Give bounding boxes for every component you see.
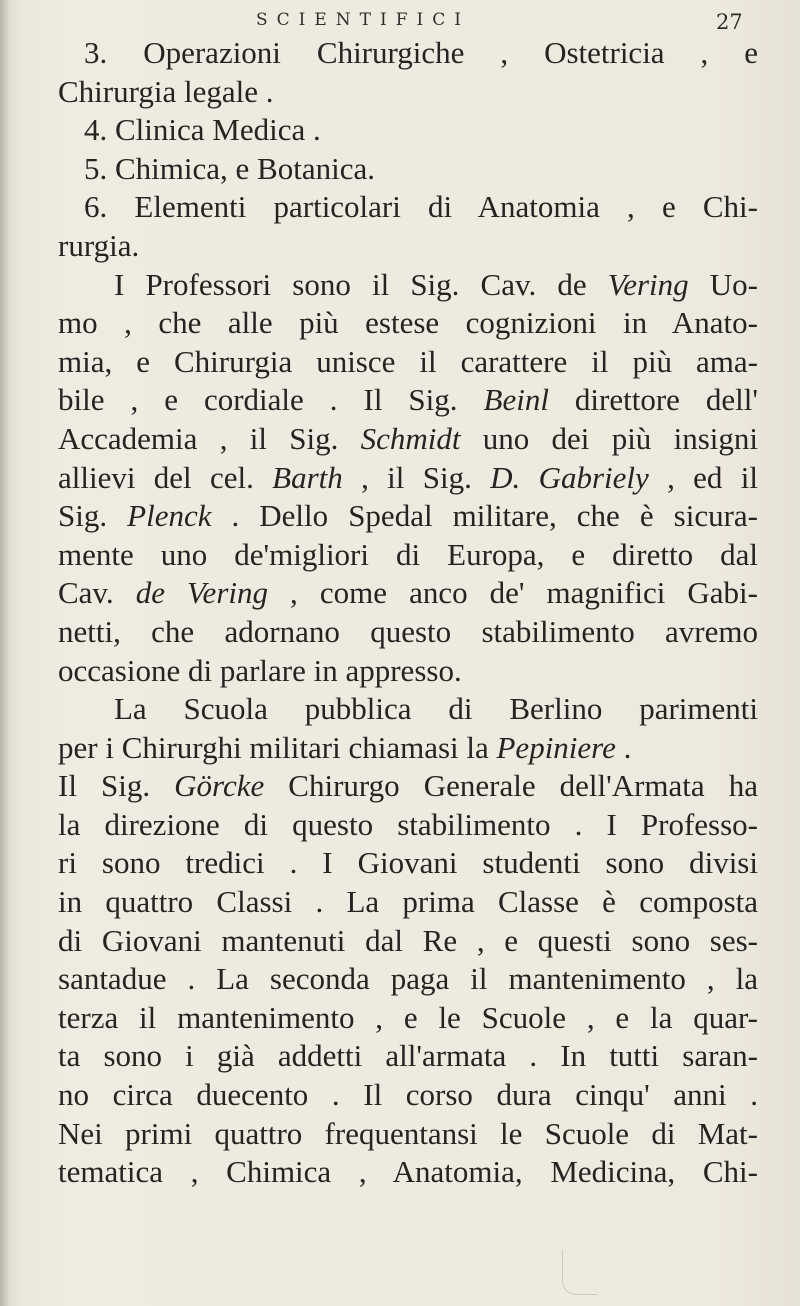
text-line: [58, 690, 758, 729]
text-line: [58, 1037, 758, 1076]
text-run: Cav.: [58, 575, 136, 611]
text-line: [58, 922, 758, 961]
italic-name: Görcke: [174, 768, 265, 804]
body-text: [58, 34, 758, 1192]
text-run: bile , e cordiale . Il Sig.: [58, 382, 484, 418]
text-line: [58, 497, 758, 536]
italic-name: Vering: [607, 266, 689, 302]
text-run: Sig.: [58, 498, 128, 534]
text-run: , il Sig.: [342, 459, 491, 495]
italic-name: Schmidt: [360, 420, 461, 456]
text-line: [58, 1115, 758, 1154]
text-run: .: [615, 729, 632, 765]
text-line: [58, 227, 758, 266]
text-run: occasione di parlare in appresso.: [58, 652, 462, 688]
italic-name: Beinl: [483, 382, 549, 418]
text-run: mia, e Chirurgia unisce il carattere il più ama-: [58, 343, 758, 379]
italic-name: Pepiniere: [496, 729, 616, 765]
text-run: , come anco de' magnifici Gabi-: [268, 575, 758, 611]
text-run: . Dello Spedal militare, che è sicura-: [211, 498, 758, 534]
text-line: [58, 381, 758, 420]
text-line: [58, 574, 758, 613]
text-run: santadue . La seconda paga il mantenimento , la: [58, 961, 758, 997]
paper-mark: [562, 1250, 597, 1295]
text-line: [58, 459, 758, 498]
text-line: [58, 343, 758, 382]
text-line: [58, 73, 758, 112]
text-run: mente uno de'migliori di Europa, e diretto dal: [58, 536, 758, 572]
text-line: [58, 188, 758, 227]
text-run: 3. Operazioni Chirurgiche , Ostetricia , e: [84, 35, 758, 70]
italic-name: de Vering: [135, 575, 268, 611]
text-run: mo , che alle più estese cognizioni in Anato-: [58, 305, 758, 341]
text-run: per i Chirurghi militari chiamasi la: [58, 729, 497, 765]
text-run: I Professori sono il Sig. Cav. de: [114, 266, 608, 302]
italic-name: Barth: [272, 459, 343, 495]
text-line: [58, 1153, 758, 1192]
text-line: [58, 652, 758, 691]
text-line: [58, 420, 758, 459]
text-run: 6. Elementi particolari di Anatomia , e Chi-: [84, 189, 758, 225]
text-run: ri sono tredici . I Giovani studenti sono divisi: [58, 845, 758, 881]
text-line: [58, 960, 758, 999]
text-line: [58, 536, 758, 575]
text-run: terza il mantenimento , e le Scuole , e la quar-: [58, 999, 758, 1035]
text-run: no circa duecento . Il corso dura cinqu' anni .: [58, 1077, 758, 1113]
text-run: uno dei più insigni: [460, 420, 758, 456]
text-run: direttore dell': [548, 382, 758, 418]
text-line: [58, 111, 758, 150]
text-run: Nei primi quattro frequentansi le Scuole di Mat-: [58, 1115, 758, 1151]
running-title: SCIENTIFICI: [256, 10, 470, 30]
text-run: tematica , Chimica , Anatomia, Medicina, Chi-: [58, 1154, 758, 1190]
text-run: allievi del cel.: [58, 459, 273, 495]
text-run: , ed il: [648, 459, 758, 495]
text-run: ta sono i già addetti all'armata . In tutti saran-: [58, 1038, 758, 1074]
text-line: [58, 806, 758, 845]
text-line: [58, 1076, 758, 1115]
text-run: rurgia.: [58, 227, 140, 263]
text-line: [58, 844, 758, 883]
text-line: [58, 613, 758, 652]
text-run: Uo-: [688, 266, 758, 302]
text-run: 4. Clinica Medica .: [84, 112, 321, 148]
text-run: Il Sig.: [58, 768, 175, 804]
page-gutter-shadow: [0, 0, 10, 1306]
text-run: Accademia , il Sig.: [58, 420, 361, 456]
text-line: [58, 304, 758, 343]
text-line: [58, 266, 758, 305]
text-line: [58, 150, 758, 189]
italic-name: D. Gabriely: [490, 459, 649, 495]
text-run: Chirurgia legale .: [58, 73, 274, 109]
text-line: [58, 729, 758, 768]
text-line: [58, 767, 758, 806]
text-run: 5. Chimica, e Botanica.: [84, 150, 375, 186]
text-run: la direzione di questo stabilimento . I Professo-: [58, 806, 758, 842]
text-line: [58, 999, 758, 1038]
text-run: in quattro Classi . La prima Classe è composta: [58, 884, 758, 920]
text-line: [58, 34, 758, 73]
text-run: di Giovani mantenuti dal Re , e questi sono ses-: [58, 922, 758, 958]
italic-name: Plenck: [127, 498, 212, 534]
text-run: La Scuola pubblica di Berlino parimenti: [114, 691, 758, 727]
text-run: netti, che adornano questo stabilimento avremo: [58, 613, 758, 649]
text-line: [58, 883, 758, 922]
text-run: Chirurgo Generale dell'Armata ha: [264, 768, 758, 804]
page-number: 27: [716, 10, 743, 34]
